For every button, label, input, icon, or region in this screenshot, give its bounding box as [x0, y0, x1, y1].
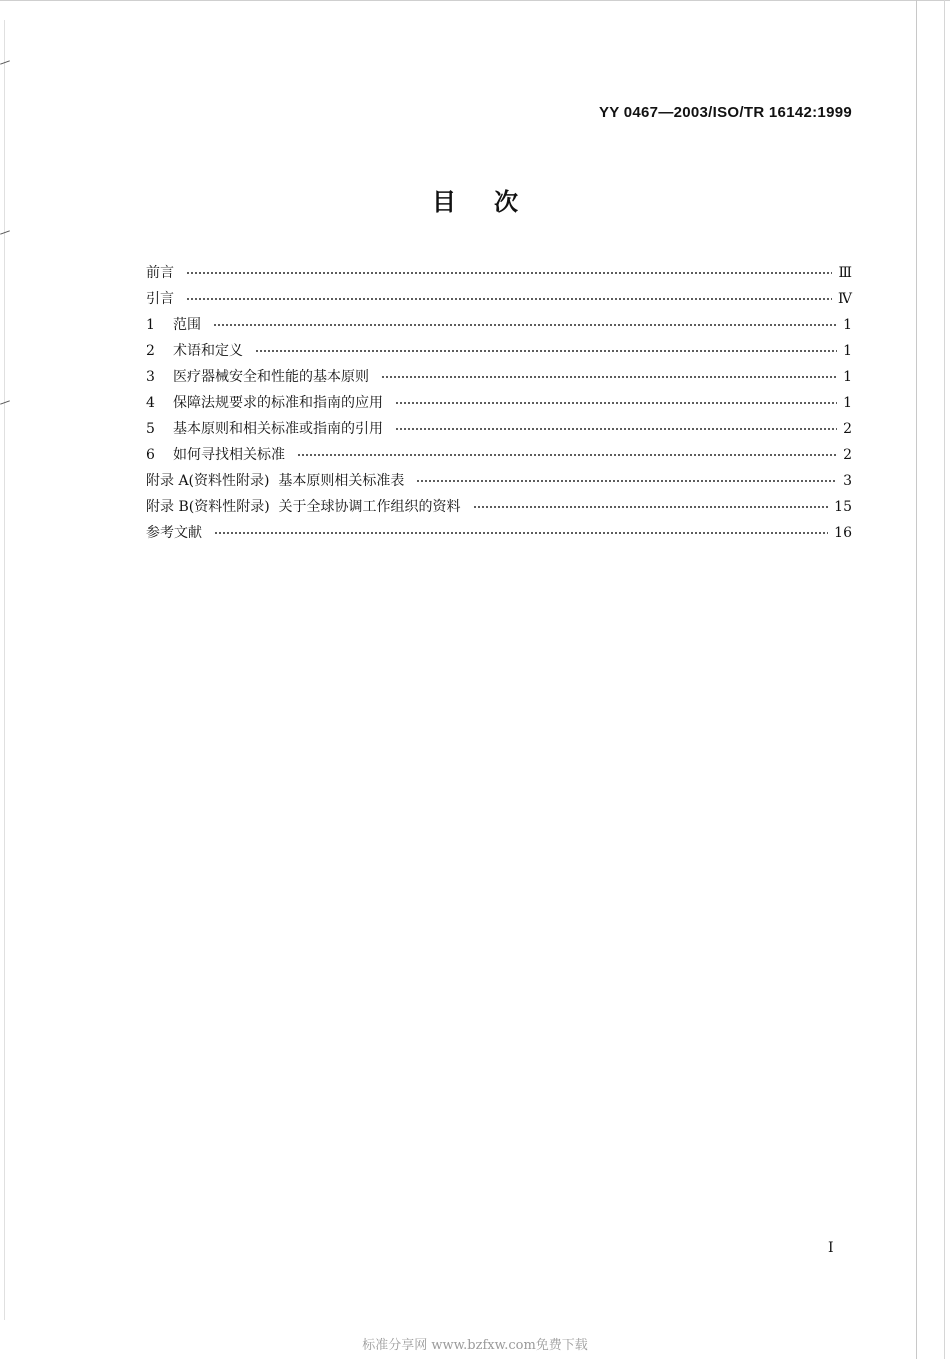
toc-entry-annex-b[interactable]: [146, 494, 852, 520]
toc-leader-dots: [473, 505, 829, 509]
binding-mark: [0, 60, 10, 64]
toc-entry-4[interactable]: [146, 390, 852, 416]
toc-text: 范围: [173, 317, 201, 333]
page-number: I: [828, 1240, 834, 1256]
toc-label: [146, 312, 207, 338]
toc-number: 6: [146, 447, 155, 463]
toc-leader-dots: [381, 375, 837, 379]
toc-entry-introduction[interactable]: [146, 286, 852, 312]
toc-leader-dots: [214, 531, 828, 535]
toc-page: 1: [843, 395, 852, 411]
toc-label: 附录 B(资料性附录) 关于全球协调工作组织的资料: [146, 499, 461, 515]
toc-entry-1[interactable]: [146, 312, 852, 338]
toc-page: Ⅳ: [838, 291, 852, 307]
toc-entry-2[interactable]: [146, 338, 852, 364]
toc-page: 1: [843, 343, 852, 359]
toc-leader-dots: [255, 349, 837, 353]
toc-label: [146, 338, 249, 364]
binding-mark: [0, 230, 10, 234]
toc-number: 1: [146, 317, 155, 333]
toc-leader-dots: [395, 401, 837, 405]
standard-code: YY 0467—2003/ISO/TR 16142:1999: [598, 104, 852, 121]
footer-watermark: 标准分享网 www.bzfxw.com免费下载: [362, 1338, 588, 1353]
toc-text: 基本原则和相关标准或指南的引用: [173, 421, 383, 437]
toc-leader-dots: [395, 427, 837, 431]
toc-entry-annex-a[interactable]: [146, 468, 852, 494]
toc-leader-dots: [186, 271, 832, 275]
table-of-contents: [146, 260, 852, 546]
toc-text: 术语和定义: [173, 343, 243, 359]
toc-entry-6[interactable]: [146, 442, 852, 468]
toc-page: 1: [843, 369, 852, 385]
scan-edge-top: [0, 0, 950, 1]
toc-page: 1: [843, 317, 852, 333]
toc-text: 保障法规要求的标准和指南的应用: [173, 395, 383, 411]
toc-number: 4: [146, 395, 155, 411]
toc-number: 3: [146, 369, 155, 385]
toc-label: 前言: [146, 265, 174, 281]
toc-leader-dots: [416, 479, 837, 483]
toc-page: Ⅲ: [838, 265, 852, 281]
toc-label: 引言: [146, 291, 174, 307]
toc-entry-bibliography[interactable]: [146, 520, 852, 546]
toc-label: [146, 442, 291, 468]
toc-label: 附录 A(资料性附录) 基本原则相关标准表: [146, 473, 405, 489]
toc-page: 2: [843, 447, 852, 463]
toc-number: 2: [146, 343, 155, 359]
binding-mark: [0, 400, 10, 404]
toc-entry-foreword[interactable]: [146, 260, 852, 286]
toc-text: 如何寻找相关标准: [173, 447, 285, 463]
toc-leader-dots: [186, 297, 832, 301]
toc-page: 16: [834, 525, 852, 541]
page-title: 目次: [432, 188, 556, 216]
toc-text: 医疗器械安全和性能的基本原则: [173, 369, 369, 385]
toc-leader-dots: [297, 453, 837, 457]
toc-entry-3[interactable]: [146, 364, 852, 390]
toc-leader-dots: [213, 323, 837, 327]
toc-label: 参考文献: [146, 525, 202, 541]
toc-number: 5: [146, 421, 155, 437]
toc-page: 2: [843, 421, 852, 437]
toc-page: 3: [843, 473, 852, 489]
toc-label: [146, 390, 389, 416]
toc-entry-5[interactable]: [146, 416, 852, 442]
toc-label: [146, 416, 389, 442]
toc-label: [146, 364, 375, 390]
toc-page: 15: [834, 499, 852, 515]
